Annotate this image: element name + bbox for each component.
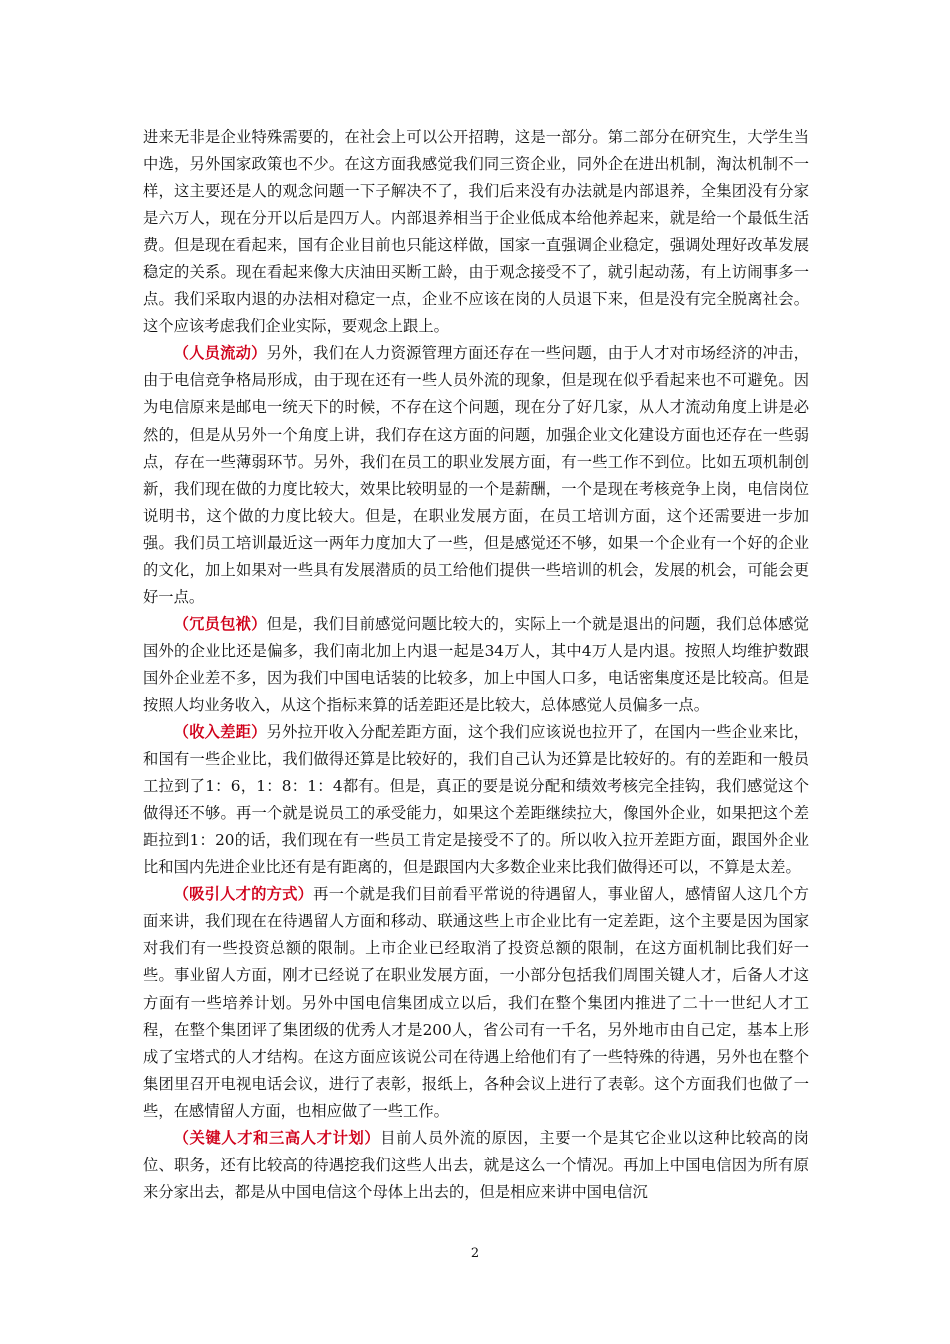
paragraph-text: 再一个就是我们目前看平常说的待遇留人，事业留人，感情留人这几个方面来讲，我们现在在待遇留人方面和移动、联通这些上市企业比有一定差距，这个主要是因为国家对我们有一些投资总额的限制。上市企业已经取消了投资总额的限制，在这方面机制比我们好一些。事业留人方面，刚才已经说了在职业发展方面，一小部分包括我们周围关键人才，后备人才这方面有一些培养计划。另外中国电信集团成立以后，我们在整个集团内推进了二十一世纪人才工程，在整个集团评了集团级的优秀人才是200人，省公司有一千名，另外地市由自己定，基本上形成了宝塔式的人才结构。在这方面应该说公司在待遇上给他们有了一些特殊的待遇，另外也在整个集团里召开电视电话会议，进行了表彰，报纸上，各种会议上进行了表彰。这个方面我们也做了一些，在感情留人方面，也相应做了一些工作。 — [143, 885, 809, 1120]
paragraph-text: 但是，我们目前感觉问题比较大的，实际上一个就是退出的问题，我们总体感觉国外的企业比还是偏多，我们南北加上内退一起是34万人，其中4万人是内退。按照人均维护数跟国外企业差不多，因为我们中国电话装的比较多，加上中国人口多，电话密集度还是比较高。但是按照人均业务收入，从这个指标来算的话差距还是比较大，总体感觉人员偏多一点。 — [143, 614, 809, 714]
paragraph-attracting-talent — [143, 881, 809, 1124]
section-heading: （关键人才和三高人才计划） — [173, 1128, 381, 1147]
section-heading: （冗员包袱） — [173, 614, 267, 633]
paragraph-continuation — [143, 124, 809, 340]
paragraph-text: 目前人员外流的原因，主要一个是其它企业以这种比较高的岗位、职务，还有比较高的待遇挖我们这些人出去，就是这么一个情况。再加上中国电信因为所有原来分家出去，都是从中国电信这个母体上出去的，但是相应来讲中国电信沉 — [143, 1128, 809, 1201]
document-body — [143, 124, 809, 1206]
paragraph-key-talent-plan — [143, 1125, 809, 1206]
page-number: 2 — [470, 1246, 480, 1261]
section-heading: （吸引人才的方式） — [173, 885, 314, 904]
paragraph-text: 另外，我们在人力资源管理方面还存在一些问题，由于人才对市场经济的冲击，由于电信竞争格局形成，由于现在还有一些人员外流的现象，但是现在似乎看起来也不可避免。因为电信原来是邮电一统天下的时候，不存在这个问题，现在分了好几家，从人才流动角度上讲是必然的，但是从另外一个角度上讲，我们存在这方面的问题，加强企业文化建设方面也还存在一些弱点，存在一些薄弱环节。另外，我们在员工的职业发展方面，有一些工作不到位。比如五项机制创新，我们现在做的力度比较大，效果比较明显的一个是薪酬，一个是现在考核竞争上岗，电信岗位说明书，这个做的力度比较大。但是，在职业发展方面，在员工培训方面，这个还需要进一步加强。我们员工培训最近这一两年力度加大了一些，但是感觉还不够，如果一个企业有一个好的企业的文化，加上如果对一些具有发展潜质的员工给他们提供一些培训的机会，发展的机会，可能会更好一点。 — [143, 344, 809, 606]
section-heading: （收入差距） — [173, 723, 267, 742]
paragraph-redundant-staff — [143, 611, 809, 719]
section-heading: （人员流动） — [173, 344, 267, 363]
paragraph-text: 另外拉开收入分配差距方面，这个我们应该说也拉开了，在国内一些企业来比，和国有一些企业比，我们做得还算是比较好的，我们自己认为还算是比较好的。有的差距和一般员工拉到了1：6，1：8：1：4都有。但是，真正的要是说分配和绩效考核完全挂钩，我们感觉这个做得还不够。再一个就是说员工的承受能力，如果这个差距继续拉大，像国外企业，如果把这个差距拉到1：20的话，我们现在有一些员工肯定是接受不了的。所以收入拉开差距方面，跟国外企业比和国内先进企业比还有是有距离的，但是跟国内大多数企业来比我们做得还可以，不算是太差。 — [143, 723, 809, 877]
paragraph-personnel-mobility — [143, 340, 809, 610]
paragraph-income-gap — [143, 719, 809, 881]
paragraph-text: 进来无非是企业特殊需要的，在社会上可以公开招聘，这是一部分。第二部分在研究生，大学生当中选，另外国家政策也不少。在这方面我感觉我们同三资企业，同外企在进出机制，淘汰机制不一样，这主要还是人的观念问题一下子解决不了，我们后来没有办法就是内部退养，全集团没有分家是六万人，现在分开以后是四万人。内部退养相当于企业低成本给他养起来，就是给一个最低生活费。但是现在看起来，国有企业目前也只能这样做，国家一直强调企业稳定，强调处理好改革发展稳定的关系。现在看起来像大庆油田买断工龄，由于观念接受不了，就引起动荡，有上访闹事多一点。我们采取内退的办法相对稳定一点，企业不应该在岗的人员退下来，但是没有完全脱离社会。这个应该考虑我们企业实际，要观念上跟上。 — [143, 128, 809, 336]
